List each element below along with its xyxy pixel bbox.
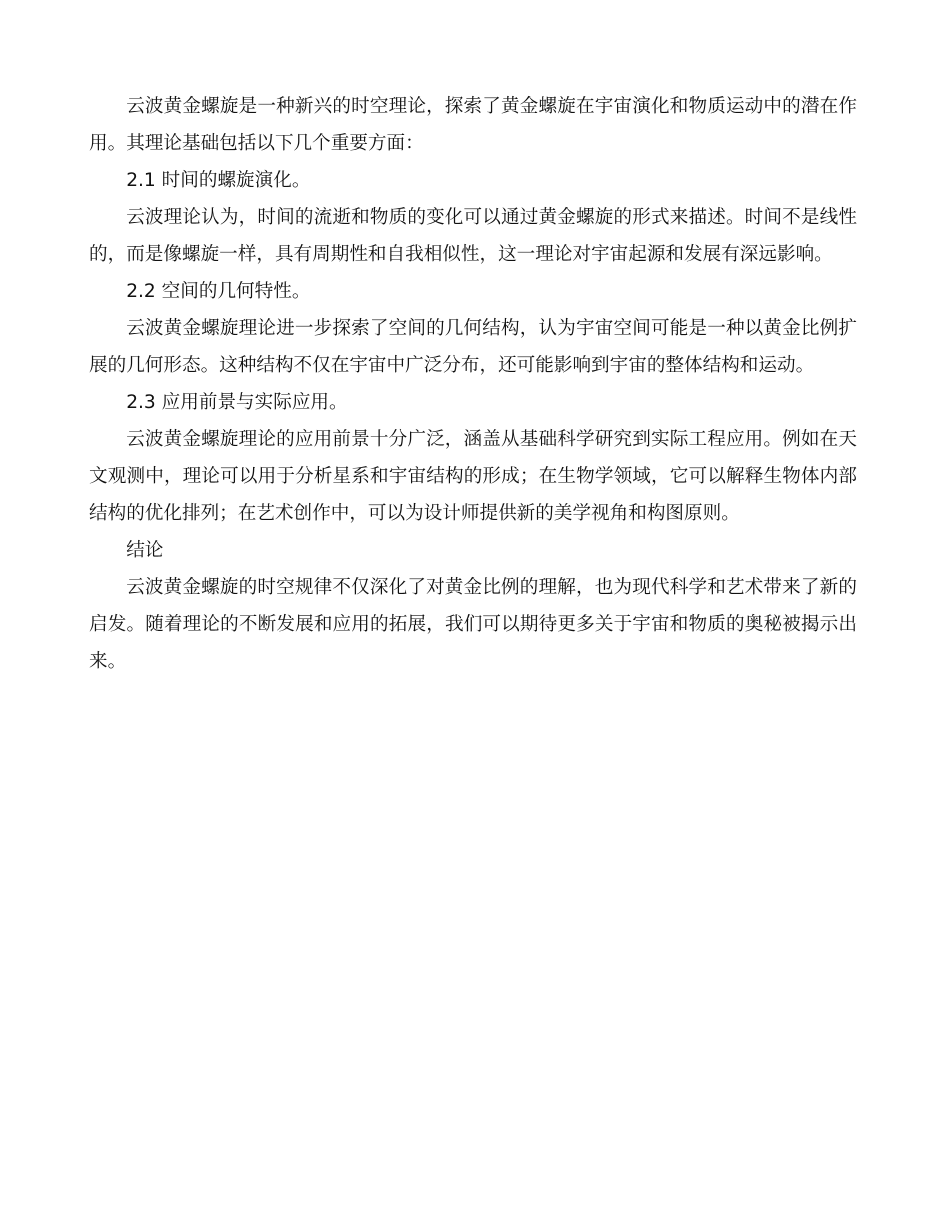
conclusion-paragraph: 云波黄金螺旋的时空规律不仅深化了对黄金比例的理解，也为现代科学和艺术带来了新的启发。随着理论的不断发展和应用的拓展，我们可以期待更多关于宇宙和物质的奥秘被揭示出来。 (89, 577, 857, 672)
section-paragraph-2-3: 云波黄金螺旋理论的应用前景十分广泛，涵盖从基础科学研究到实际工程应用。例如在天文观测中，理论可以用于分析星系和宇宙结构的形成；在生物学领域，它可以解释生物体内部结构的优化排列；在艺术创作中，可以为设计师提供新的美学视角和构图原则。 (89, 429, 857, 524)
section-paragraph-2-2: 云波黄金螺旋理论进一步探索了空间的几何结构，认为宇宙空间可能是一种以黄金比例扩展的几何形态。这种结构不仅在宇宙中广泛分布，还可能影响到宇宙的整体结构和运动。 (89, 318, 857, 376)
intro-paragraph: 云波黄金螺旋是一种新兴的时空理论，探索了黄金螺旋在宇宙演化和物质运动中的潜在作用。其理论基础包括以下几个重要方面： (89, 96, 857, 154)
conclusion-heading: 结论 (126, 540, 164, 561)
section-heading-2-2: 2.2 空间的几何特性。 (126, 281, 311, 302)
section-heading-2-3: 2.3 应用前景与实际应用。 (126, 392, 348, 413)
section-heading-2-1: 2.1 时间的螺旋演化。 (126, 170, 311, 191)
section-paragraph-2-1: 云波理论认为，时间的流逝和物质的变化可以通过黄金螺旋的形式来描述。时间不是线性的，而是像螺旋一样，具有周期性和自我相似性，这一理论对宇宙起源和发展有深远影响。 (89, 207, 857, 265)
